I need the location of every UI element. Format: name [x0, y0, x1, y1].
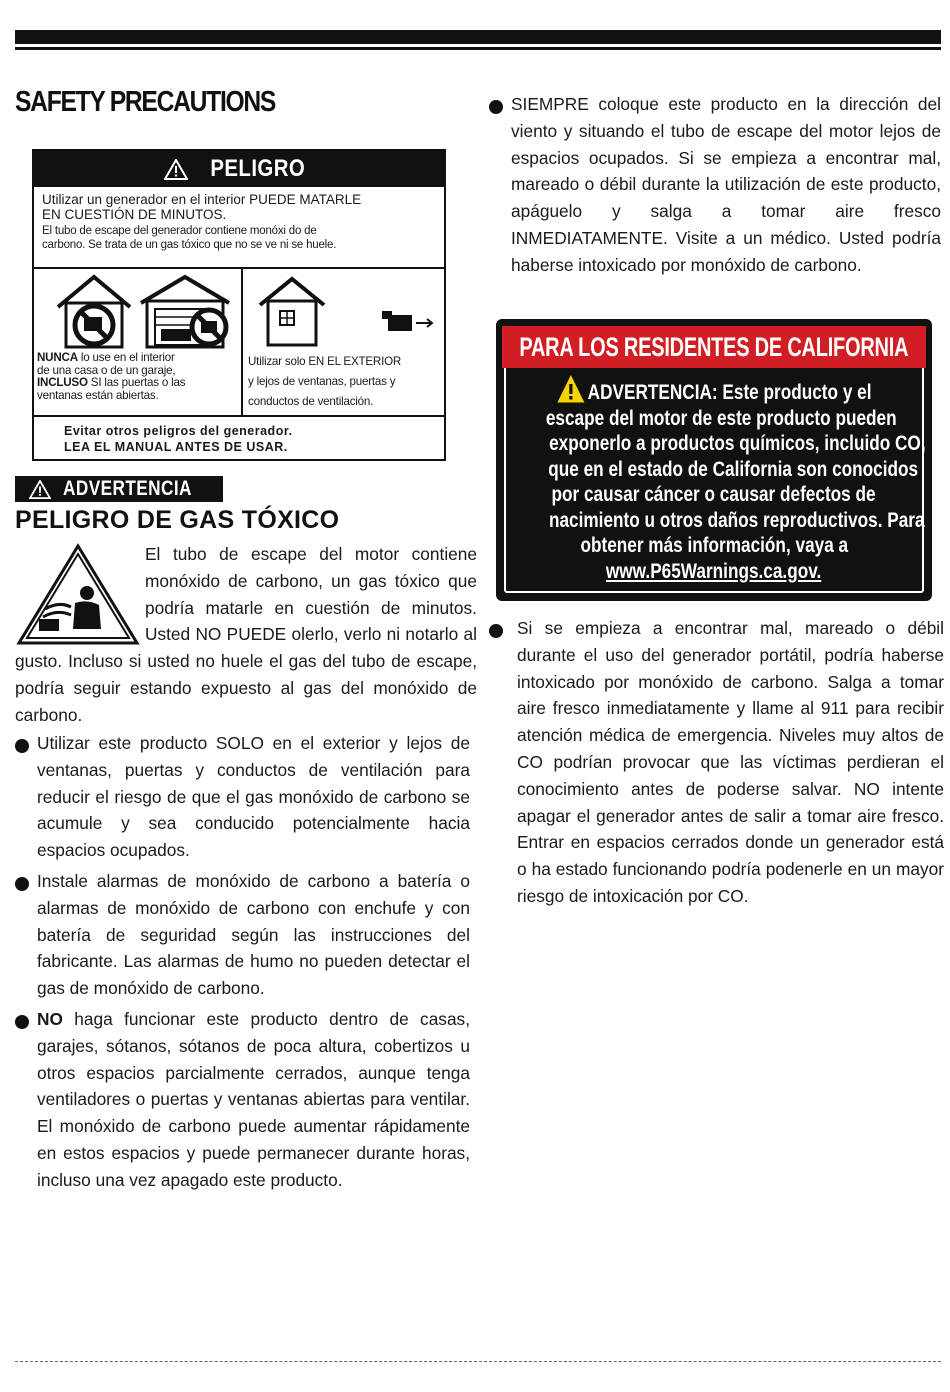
california-line: escape del motor de este producto pueden [545, 405, 897, 430]
california-line: exponerlo a productos químicos, incluido CO, [549, 431, 926, 455]
footer-dashed-rule [15, 1361, 941, 1362]
bullet-text: Utilizar este producto SOLO en el exterior y lejos de ventanas, puertas y conductos de ventilación para reducir el riesgo de que el gas monóxido de carbono se acumule y sea conducido potencialmente hacia espacios ocupados. [37, 733, 470, 861]
divider [34, 415, 444, 417]
peligro-intro [42, 192, 442, 222]
left-bullet-list [15, 730, 470, 1198]
california-line: que en el estado de California son conocidos [548, 456, 919, 481]
no-garage-generator-icon [137, 273, 233, 349]
incluso-label: INCLUSO [37, 376, 88, 389]
header-bar-thin [15, 47, 941, 50]
caption-text: ventanas están abiertas. [37, 388, 159, 402]
caption-text: lo use en el interior [77, 351, 175, 364]
gas-title: PELIGRO DE GAS TÓXICO [15, 506, 340, 534]
divider [34, 267, 444, 269]
outdoor-generator-icon [256, 275, 436, 347]
bullet-text: haga funcionar este producto dentro de casas, garajes, sótanos, sótanos de poca altura, cobertizos u otros espacios parcialmente cerrados, aunque tenga ventiladores o puertas y ventanas abiertas para ventilar. El monóxido de carbono puede aumentar rápidamente en estos espacios y puede permanecer durante horas, incluso una vez apagado este producto. [37, 1008, 470, 1190]
bullet-text: Instale alarmas de monóxido de carbono a batería o alarmas de monóxido de carbono con enchufe y con batería de seguridad según las instrucciones del fabricante. Las alarmas de humo no pueden detectar el gas de monóxido de carbono. [37, 870, 470, 999]
bullet-icon [15, 877, 29, 891]
bullet-icon [489, 100, 503, 114]
california-header-text: PARA LOS RESIDENTES DE CALIFORNIA [519, 331, 909, 362]
peligro-title: PELIGRO [210, 155, 306, 182]
bullet-icon [489, 624, 503, 638]
footer-line: LEA EL MANUAL ANTES DE USAR. [64, 440, 288, 454]
advertencia-text: ADVERTENCIA [63, 477, 192, 500]
caption-text: conductos de ventilación. [248, 395, 374, 408]
bullet-icon [15, 739, 29, 753]
no-house-generator-icon [54, 273, 134, 349]
indoor-warning-caption [37, 352, 242, 402]
list-item [15, 730, 470, 864]
list-item [15, 1006, 470, 1194]
peligro-subtext [42, 224, 444, 252]
warning-triangle-icon [164, 159, 188, 180]
list-item [15, 868, 470, 1002]
peligro-footer [64, 423, 292, 455]
california-header [502, 326, 926, 368]
bullet-bold: NO [37, 1008, 63, 1029]
list-item [489, 91, 941, 279]
outdoor-caption [248, 352, 448, 412]
bullet-text: Si se empieza a encontrar mal, mareado o débil durante el uso del generador portátil, podría haberse intoxicado por monóxido de carbono. Salga a tomar aire fresco inmediatamente y llame al 911 para recibir atención médica de emergencia. Niveles muy altos de CO podrían provocar que las víctimas perdieran el conocimiento antes de poderse salvar. NO intente apagar el generador antes de salir a tomar aire fresco. Entrar en espacios cerrados donde un generador está o ha estado funcionando podría podenerle en un mayor riesgo de intoxicación por CO. [517, 618, 944, 906]
nunca-label: NUNCA [37, 351, 78, 364]
right-bullet-bottom [489, 615, 944, 914]
intro-line: EN CUESTIÓN DE MINUTOS. [42, 207, 227, 222]
bullet-text: SIEMPRE coloque este producto en la dirección del viento y situando el tubo de escape del motor lejos de espacios ocupados. Si se empieza a encontrar mal, mareado o débil durante la utilización de este producto, apáguelo y salga a tomar aire fresco INMEDIATAMENTE. Visite a un médico. Usted podría haberse intoxicado por monóxido de carbono. [511, 94, 941, 275]
california-line: nacimiento u otros daños reproductivos. Para [548, 507, 925, 532]
list-item [489, 615, 944, 910]
sub-line: carbono. Se trata de un gas tóxico que no se ve ni se huele. [42, 239, 337, 251]
intro-line: Utilizar un generador en el interior PUEDE MATARLE [42, 192, 362, 207]
california-body [502, 375, 926, 584]
header-bar-thick [15, 30, 941, 44]
gas-body-text: El tubo de escape del motor contiene monóxido de carbono, un gas tóxico que podría matarle en cuestión de minutos. Usted NO PUEDE olerlo, verlo ni notarlo al gusto. Incluso si usted no huele el gas del tubo de escape, podría seguir estando expuesto al gas del monóxido de carbono. [15, 544, 477, 725]
right-bullet-top [489, 91, 941, 283]
advertencia-label [15, 476, 223, 502]
caption-text: SI las puertas o las [87, 376, 186, 389]
california-line: ADVERTENCIA: Este producto y el [587, 380, 872, 404]
caption-text: y lejos de ventanas, puertas y [248, 375, 396, 388]
warning-triangle-icon [29, 480, 51, 499]
bullet-icon [15, 1015, 29, 1029]
footer-line: Evitar otros peligros del generador. [64, 424, 293, 438]
sub-line: El tubo de escape del generador contiene monóxi do de [42, 225, 317, 237]
california-line: obtener más información, vaya a [580, 533, 848, 557]
p65-warnings-link[interactable]: www.P65Warnings.ca.gov. [606, 558, 822, 583]
california-warning-box [496, 319, 932, 601]
section-title: SAFETY PRECAUTIONS [15, 86, 276, 118]
caption-text: de una casa o de un garaje, [37, 363, 176, 377]
peligro-panel [32, 149, 446, 461]
toxic-gas-warning-icon [15, 543, 140, 648]
peligro-header [34, 151, 444, 187]
caption-text: Utilizar solo EN EL EXTERIOR [248, 355, 402, 368]
gas-paragraph [15, 541, 477, 729]
california-line: por causar cáncer o causar defectos de [551, 482, 877, 506]
yellow-warning-triangle-icon [557, 375, 584, 403]
